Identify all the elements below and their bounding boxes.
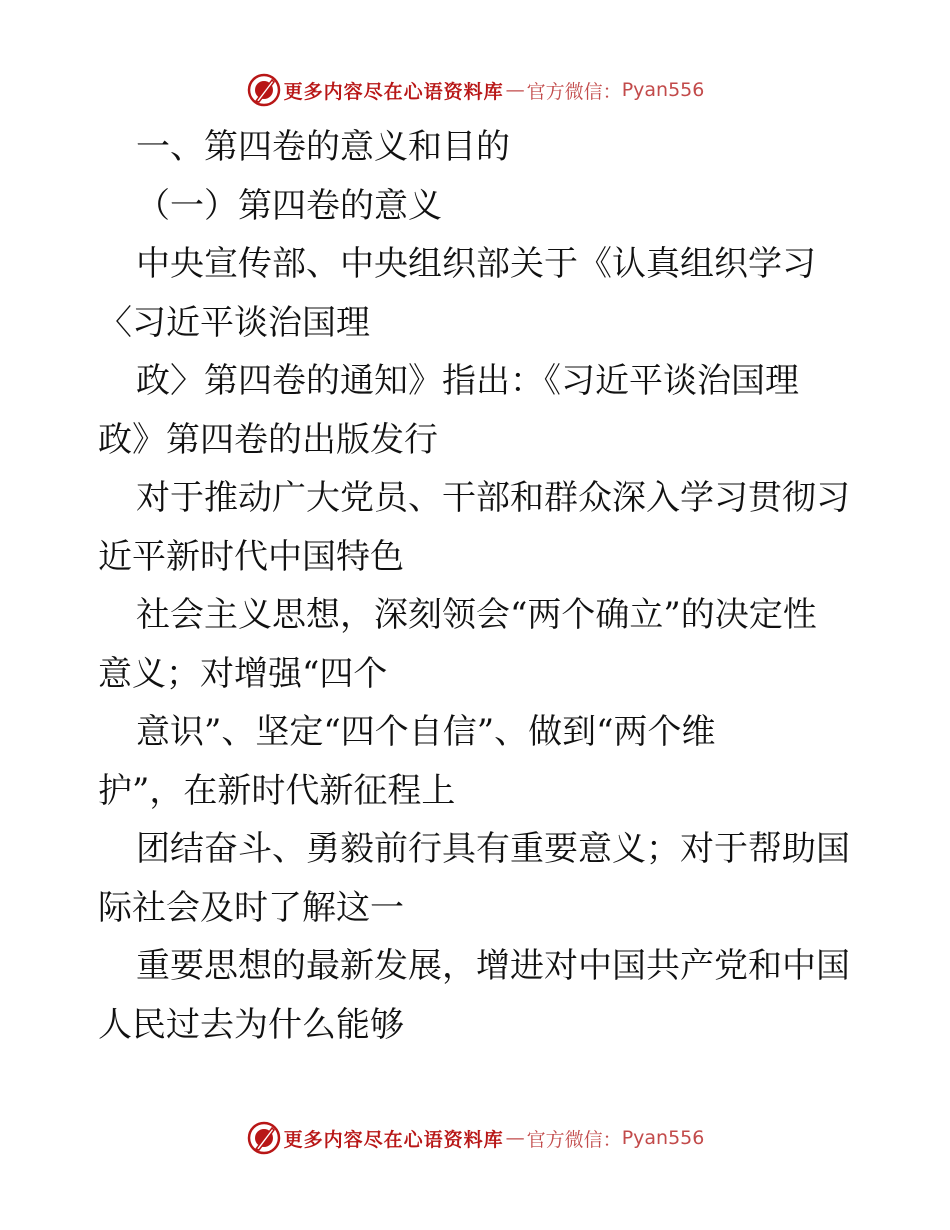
- quill-logo-icon: [246, 1120, 282, 1156]
- body-line: 政》第四卷的出版发行: [98, 419, 438, 460]
- banner-title: 更多内容尽在心语资料库: [283, 1128, 504, 1151]
- body-line: 政〉第四卷的通知》指出：《习近平谈治国理: [136, 361, 799, 401]
- body-line: 社会主义思想，深刻领会“两个确立”的决定性: [136, 595, 817, 635]
- quill-logo-icon: [246, 72, 282, 108]
- banner-wechat-id: Pyan556: [621, 79, 705, 101]
- body-line: 中央宣传部、中央组织部关于《认真组织学习: [136, 244, 816, 284]
- body-line: 〈习近平谈治国理: [98, 302, 370, 343]
- body-line: 对于推动广大党员、干部和群众深入学习贯彻习: [136, 478, 850, 518]
- header-watermark: [0, 70, 950, 110]
- banner-title: 更多内容尽在心语资料库: [283, 80, 504, 103]
- banner-separator: —: [505, 79, 525, 101]
- body-line: 意义；对增强“四个: [98, 653, 388, 694]
- subsection-heading: （一）第四卷的意义: [136, 185, 442, 226]
- body-line: 重要思想的最新发展，增进对中国共产党和中国: [136, 946, 850, 986]
- body-line: 团结奋斗、勇毅前行具有重要意义；对于帮助国: [136, 829, 850, 869]
- banner-separator: —: [505, 1127, 525, 1149]
- banner-wechat-label: 官方微信：: [526, 1128, 622, 1151]
- body-line: 人民过去为什么能够: [98, 1004, 404, 1045]
- body-line: 近平新时代中国特色: [98, 536, 404, 577]
- footer-watermark: [0, 1118, 950, 1158]
- body-line: 意识”、坚定“四个自信”、做到“两个维: [136, 712, 716, 752]
- banner-wechat-label: 官方微信：: [526, 80, 622, 103]
- body-line: 际社会及时了解这一: [98, 887, 404, 928]
- section-heading: 一、第四卷的意义和目的: [136, 127, 510, 167]
- banner-wechat-id: Pyan556: [621, 1127, 705, 1149]
- body-line: 护”，在新时代新征程上: [98, 770, 456, 811]
- document-body: [98, 118, 858, 1054]
